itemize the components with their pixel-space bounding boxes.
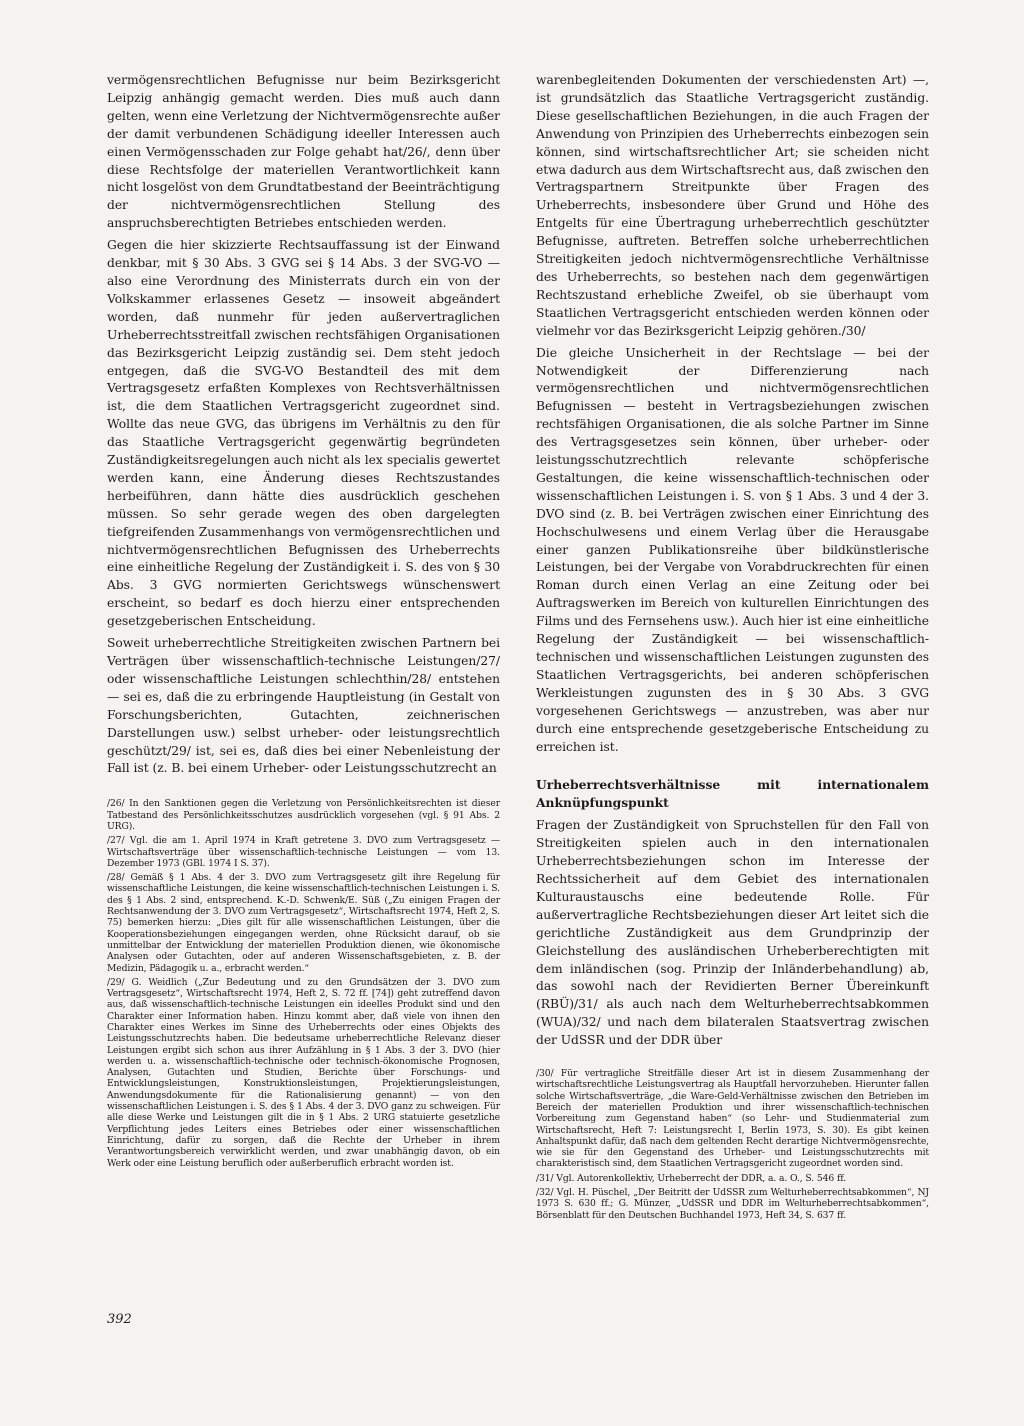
page-number: 392 <box>107 1312 132 1327</box>
footnote-29: /29/ G. Weidlich („Zur Bedeutung und zu den Grundsätzen der 3. DVO zum Vertragsgesetz“, Wirtschaftsrecht 1974, Heft 2, S. 72 ff. [74]) geht zutreffend davon aus, daß wissenschaftlich-technische Leistungen ein ideelles Produkt sind und den Charakter einer Information haben. Hinzu kommt aber, daß viele von ihnen den Charakter eines Werkes im Sinne des Urheberrechts oder eines Objekts des Leistungsschutzrechts haben. Die bedeutsame urheberrechtliche Relevanz dieser Leistungen ergibt sich schon aus ihrer Aufzählung in § 1 Abs. 3 der 3. DVO (hier werden u. a. wissenschaftlich-technische oder technisch-ökonomische Prognosen, Analysen, Gutachten und Studien, Berichte über Forschungs- und Entwicklungsleistungen, Konstruktionsleistungen, Projektierungsleistungen, Anwendungsdokumente für die Rationalisierung genannt) — von den wissenschaftlichen Leistungen i. S. des § 1 Abs. 4 der 3. DVO ganz zu schweigen. Für alle diese Werke und Leistungen gilt die in § 1 Abs. 2 URG statuierte gesetzliche Verpflichtung jedes Leiters eines Betriebes oder einer wissenschaftlichen Einrichtung, dafür zu sorgen, daß die Rechte der Urheber in ihrem Verantwortungsbereich verwirklicht werden, und zwar unabhängig davon, ob ein Werk oder eine Leistung beruflich oder außerberuflich erbracht worden ist. <box>107 976 500 1169</box>
right-column <box>536 72 929 1224</box>
body-paragraph: Soweit urheberrechtliche Streitigkeiten zwischen Partnern bei Verträgen über wissenschaftlich-technische Leistungen/27/ oder wissenschaftliche Leistungen schlechthin/28/ entstehen — sei es, daß die zu erbringende Hauptleistung (in Gestalt von Forschungsberichten, Gutachten, zeichnerischen Darstellungen usw.) selbst urheber- oder leistungsrechtlich geschützt/29/ ist, sei es, daß dies bei einer Nebenleistung der Fall ist (z. B. bei einem Urheber- oder Leistungsschutzrecht an <box>107 636 500 776</box>
footnote-27: /27/ Vgl. die am 1. April 1974 in Kraft getretene 3. DVO zum Vertragsgesetz — Wirtschaftsverträge über wissenschaftlich-technische Leistungen — vom 13. Dezember 1973 (GBl. 1974 I S. 37). <box>107 835 500 869</box>
left-column <box>107 72 500 1172</box>
body-paragraph: warenbegleitenden Dokumenten der verschiedensten Art) —, ist grundsätzlich das Staatliche Vertragsgericht zuständig. Diese gesellschaftlichen Beziehungen, in die auch Fragen der Anwendung von Prinzipien des Urheberrechts einbezogen sein können, sind wirtschaftsrechtlicher Art; sie scheiden nicht etwa dadurch aus dem Wirtschaftsrecht aus, daß zwischen den Vertragspartnern Streitpunkte über Fragen des Urheberrechts, insbesondere über Grund und Höhe des Entgelts für eine Übertragung urheberrechtlich geschützter Befugnisse, auftreten. Betreffen solche urheberrechtlichen Streitigkeiten jedoch nichtvermögensrechtliche Verhältnisse des Urheberrechts, so bestehen nach dem gegenwärtigen Rechtszustand erhebliche Zweifel, ob sie überhaupt vom Staatlichen Vertragsgericht entschieden werden können oder vielmehr vor das Bezirksgericht Leipzig gehören./30/ <box>536 73 929 338</box>
footnotes-right <box>536 1068 929 1221</box>
footnote-30: /30/ Für vertragliche Streitfälle dieser Art ist in diesem Zusammenhang der wirtschaftsrechtliche Leistungsvertrag als Hauptfall hervorzuheben. Hierunter fallen solche Wirtschaftsverträge, „die Ware-Geld-Verhältnisse zwischen den Betrieben im Bereich der materiellen Produktion und ihrer wissenschaftlich-technischen Vorbereitung zum Gegenstand haben“ (so Lehr- und Studienmaterial zum Wirtschaftsrecht, Heft 7: Leistungsrecht I, Berlin 1973, S. 30). Es gibt keinen Anhaltspunkt dafür, daß nach dem geltenden Recht derartige Nichtvermögensrechte, wie sie für den Gegenstand des Urheber- und Leistungsschutzrechts mit charakteristisch sind, dem Staatlichen Vertragsgericht zugeordnet worden sind. <box>536 1068 929 1170</box>
section-heading: Urheberrechtsverhältnisse mit internationalem Anknüpfungspunkt <box>536 777 929 811</box>
body-paragraph: Die gleiche Unsicherheit in der Rechtslage — bei der Notwendigkeit der Differenzierung nach vermögensrechtlichen und nichtvermögensrechtlichen Befugnissen — besteht in Vertragsbeziehungen zwischen rechtsfähigen Organisationen, die als solche Partner im Sinne des Vertragsgesetzes sein können, über urheber- oder leistungsschutzrechtlich relevante schöpferische Gestaltungen, die keine wissenschaftlich-technischen oder wissenschaftlichen Leistungen i. S. von § 1 Abs. 3 und 4 der 3. DVO sind (z. B. bei Verträgen zwischen einer Einrichtung des Hochschulwesens und einem Verlag über die Herausgabe einer ganzen Publikationsreihe über bildkünstlerische Leistungen, bei der Vergabe von Vorabdruckrechten für einen Roman durch einen Verlag an eine Zeitung oder bei Auftragswerken im Bereich von kulturellen Einrichtungen des Films und des Fernsehens usw.). Auch hier ist eine einheitliche Regelung der Zuständigkeit — bei wissenschaftlich-technischen und wissenschaftlichen Leistungen zugunsten des Staatlichen Vertragsgerichts, bei anderen schöpferischen Werkleistungen zugunsten des in § 30 Abs. 3 GVG vorgesehenen Gerichtswegs — anzustreben, was aber nur durch eine entsprechende gesetzgeberische Entscheidung zu erreichen ist. <box>536 345 929 754</box>
body-paragraph: Fragen der Zuständigkeit von Spruchstellen für den Fall von Streitigkeiten spielen auch in den internationalen Urheberrechtsbeziehungen schon im Interesse der Rechtssicherheit auf dem Gebiet des internationalen Kulturaustauschs eine bedeutende Rolle. Für außervertragliche Rechtsbeziehungen dieser Art leitet sich die gerichtliche Zuständigkeit aus dem Grundprinzip der Gleichstellung des ausländischen Urheberberechtigten mit dem inländischen (sog. Prinzip der Inländerbehandlung) ab, das sowohl nach der Revidierten Berner Übereinkunft (RBÜ)/31/ als auch nach dem Welturheberrechtsabkommen (WUA)/32/ und nach dem bilateralen Staatsvertrag zwischen der UdSSR und der DDR über <box>536 818 929 1048</box>
footnote-26: /26/ In den Sanktionen gegen die Verletzung von Persönlichkeitsrechten ist dieser Tatbestand des Persönlichkeitsschutzes ausdrücklich vorgesehen (vgl. § 91 Abs. 2 URG). <box>107 798 500 832</box>
footnote-31: /31/ Vgl. Autorenkollektiv, Urheberrecht der DDR, a. a. O., S. 546 ff. <box>536 1172 847 1184</box>
footnote-28: /28/ Gemäß § 1 Abs. 4 der 3. DVO zum Vertragsgesetz gilt ihre Regelung für wissenschaftliche Leistungen, die keine wissenschaftlich-technischen Leistungen i. S. des § 1 Abs. 2 sind, entsprechend. K.-D. Schwenk/E. Süß („Zu einigen Fragen der Rechtsanwendung der 3. DVO zum Vertragsgesetz“, Wirtschaftsrecht 1974, Heft 2, S. 75) bemerken hierzu: „Dies gilt für alle wissenschaftlichen Leistungen, über die Kooperationsbeziehungen eingegangen werden, ohne Rücksicht darauf, ob sie unmittelbar der Entwicklung der materiellen Produktion dienen, wie ökonomische Analysen oder Gutachten, oder auf anderen Wissenschaftsgebieten, z. B. der Medizin, Pädagogik u. a., erbracht werden.“ <box>107 872 500 974</box>
footnotes-left <box>107 798 500 1169</box>
body-paragraph: Gegen die hier skizzierte Rechtsauffassung ist der Einwand denkbar, mit § 30 Abs. 3 GVG sei § 14 Abs. 3 der SVG-VO — also eine Verordnung des Ministerrats durch ein von der Volkskammer erlassenes Gesetz — insoweit abgeändert worden, daß nunmehr für jeden außervertraglichen Urheberrechtsstreitfall zwischen rechtsfähigen Organisationen das Bezirksgericht Leipzig zuständig sei. Dem steht jedoch entgegen, daß die SVG-VO Bestandteil des mit dem Vertragsgesetz erfaßten Komplexes von Rechtsverhältnissen ist, die dem Staatlichen Vertragsgericht zugeordnet sind. Wollte das neue GVG, das übrigens im Verhältnis zu den für das Staatliche Vertragsgericht gegenwärtig begründeten Zuständigkeitsregelungen auch nicht als lex specialis gewertet werden kann, eine Änderung dieses Rechtszustandes herbeiführen, dann hätte dies ausdrücklich geschehen müssen. So sehr gerade wegen des oben dargelegten tiefgreifenden Zusammenhangs von vermögensrechtlichen und nichtvermögensrechtlichen Befugnissen des Urheberrechts eine einheitliche Regelung der Zuständigkeit i. S. des von § 30 Abs. 3 GVG normierten Gerichtswegs wünschenswert erscheint, so bedarf es doch hierzu einer entsprechenden gesetzgeberischen Entscheidung. <box>107 238 500 629</box>
footnote-32: /32/ Vgl. H. Püschel, „Der Beitritt der UdSSR zum Welturheberrechtsabkommen“, NJ 1973 S. 630 ff.; G. Münzer, „UdSSR und DDR im Welturheberrechtsabkommen“, Börsenblatt für den Deutschen Buchhandel 1973, Heft 34, S. 637 ff. <box>536 1187 929 1221</box>
body-paragraph: vermögensrechtlichen Befugnisse nur beim Bezirksgericht Leipzig anhängig gemacht werden. Dies muß auch dann gelten, wenn eine Verletzung der Nichtvermögensrechte außer der damit verbundenen Schädigung ideeller Interessen auch einen Vermögensschaden zur Folge gehabt hat/26/, denn über diese Rechtsfolge der materiellen Verantwortlichkeit kann nicht losgelöst von dem Grundtatbestand der Beeinträchtigung der nichtvermögensrechtlichen Stellung des anspruchsberechtigten Betriebes entschieden werden. <box>107 73 500 231</box>
